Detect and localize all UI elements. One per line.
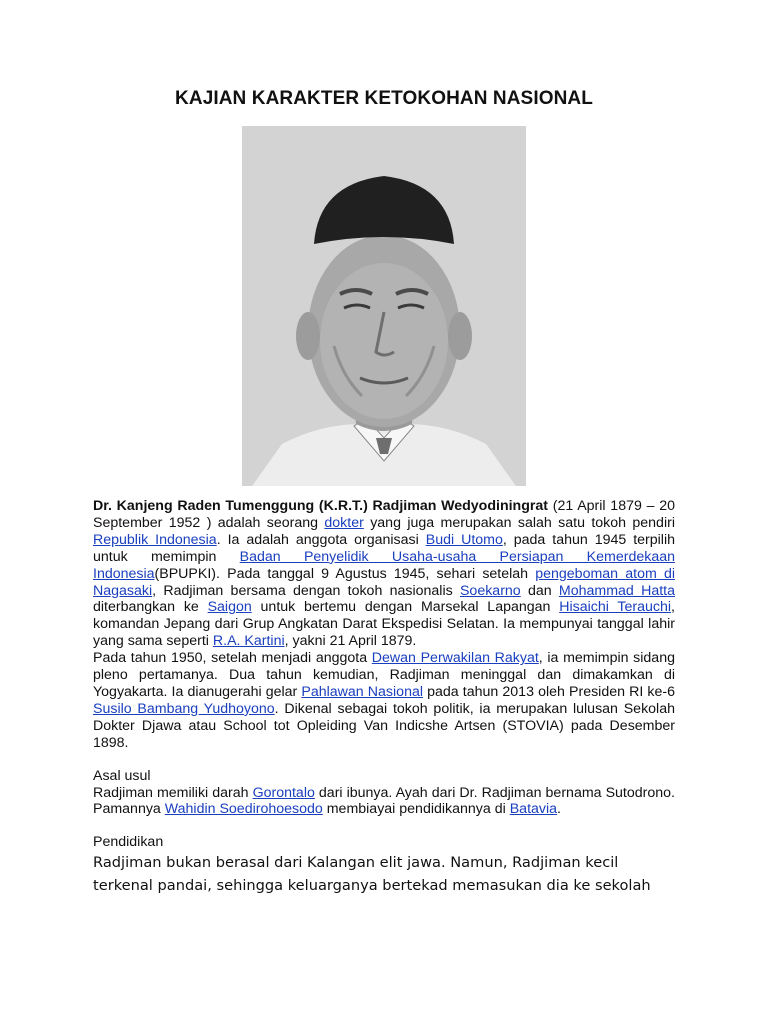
link-gorontalo[interactable]: Gorontalo xyxy=(252,784,315,801)
spacer xyxy=(93,752,675,768)
text-span: Radjiman memiliki darah xyxy=(93,784,253,801)
text-span: . Dikenal sebagai tokoh politik, ia merupakan lulusan Sekolah Dokter Djawa atau School tot Opleiding Van Indicshe Artsen (STOVIA) pada Desember 1898. xyxy=(93,700,675,751)
heading-asal-usul: Asal usul xyxy=(93,767,151,784)
link-pahlawan-nasional[interactable]: Pahlawan Nasional xyxy=(301,683,424,700)
text-span: dari ibunya. Ayah dari Dr. Radjiman bernama Sutodrono. Pamannya xyxy=(93,784,675,818)
link-wahidin-soedirohoesodo[interactable]: Wahidin Soedirohoesodo xyxy=(164,801,323,818)
text-span: yang juga merupakan salah satu tokoh pendiri xyxy=(363,514,675,531)
portrait-photo xyxy=(242,126,526,486)
link-bpupki[interactable]: Badan Penyelidik Usaha-usaha Persiapan Kemerdekaan Indonesia xyxy=(93,548,675,582)
text-span: (BPUPKI). Pada tanggal 9 Agustus 1945, sehari setelah xyxy=(154,565,536,582)
text-span: membiayai pendidikannya di xyxy=(322,801,510,818)
text-span: , ia memimpin sidang pleno pertamanya. Dua tahun kemudian, Radjiman meninggal dan dimakamkan di Yogyakarta. Ia dianugerahi gelar xyxy=(93,650,675,700)
link-susilo-bambang-yudhoyono[interactable]: Susilo Bambang Yudhoyono xyxy=(93,700,275,717)
link-dokter[interactable]: dokter xyxy=(324,514,364,531)
text-span: pada tahun 2013 oleh Presiden RI ke-6 xyxy=(423,683,675,700)
text-span: , komandan Jepang dari Grup Angkatan Darat Ekspedisi Selatan. Ia mempunyai tanggal lahir yang sama seperti xyxy=(93,599,675,650)
link-budi-utomo[interactable]: Budi Utomo xyxy=(425,531,503,548)
link-saigon[interactable]: Saigon xyxy=(207,599,252,616)
heading-pendidikan: Pendidikan xyxy=(93,834,164,851)
document-body xyxy=(93,498,675,897)
link-republik-indonesia[interactable]: Republik Indonesia xyxy=(93,531,217,548)
text-span: , yakni 21 April 1879. xyxy=(284,633,417,650)
portrait-illustration xyxy=(242,126,526,486)
link-pengeboman-nagasaki[interactable]: pengeboman atom di Nagasaki xyxy=(93,565,675,599)
paragraph-asal-usul xyxy=(93,785,675,819)
paragraph-dpr xyxy=(93,650,675,751)
paragraph-pendidikan: Radjiman bukan berasal dari Kalangan elit jawa. Namun, Radjiman kecil terkenal pandai, sehingga keluarganya bertekad memasukan dia ke sekolah xyxy=(93,854,651,895)
link-hisaichi-terauchi[interactable]: Hisaichi Terauchi xyxy=(559,599,672,616)
text-span: dan xyxy=(520,582,559,599)
text-span: , Radjiman bersama dengan tokoh nasionalis xyxy=(152,582,460,599)
link-dewan-perwakilan-rakyat[interactable]: Dewan Perwakilan Rakyat xyxy=(371,650,539,667)
subject-name: Dr. Kanjeng Raden Tumenggung (K.R.T.) Radjiman Wedyodiningrat xyxy=(93,498,549,514)
spacer xyxy=(93,818,675,834)
paragraph-intro xyxy=(93,498,675,650)
link-batavia[interactable]: Batavia xyxy=(509,801,558,818)
text-span: . xyxy=(557,801,561,818)
link-soekarno[interactable]: Soekarno xyxy=(459,582,521,599)
link-ra-kartini[interactable]: R.A. Kartini xyxy=(212,633,285,650)
text-span: . Ia adalah anggota organisasi xyxy=(216,531,426,548)
text-span: untuk bertemu dengan Marsekal Lapangan xyxy=(251,599,560,616)
link-mohammad-hatta[interactable]: Mohammad Hatta xyxy=(558,582,675,599)
text-span: diterbangkan ke xyxy=(93,599,208,616)
text-span: (21 April 1879 – 20 September 1952 ) adalah seorang xyxy=(93,498,675,531)
text-span: Pada tahun 1950, setelah menjadi anggota xyxy=(93,650,372,667)
document-title: KAJIAN KARAKTER KETOKOHAN NASIONAL xyxy=(175,88,593,109)
text-span: , pada tahun 1945 terpilih untuk memimpin xyxy=(93,531,675,565)
